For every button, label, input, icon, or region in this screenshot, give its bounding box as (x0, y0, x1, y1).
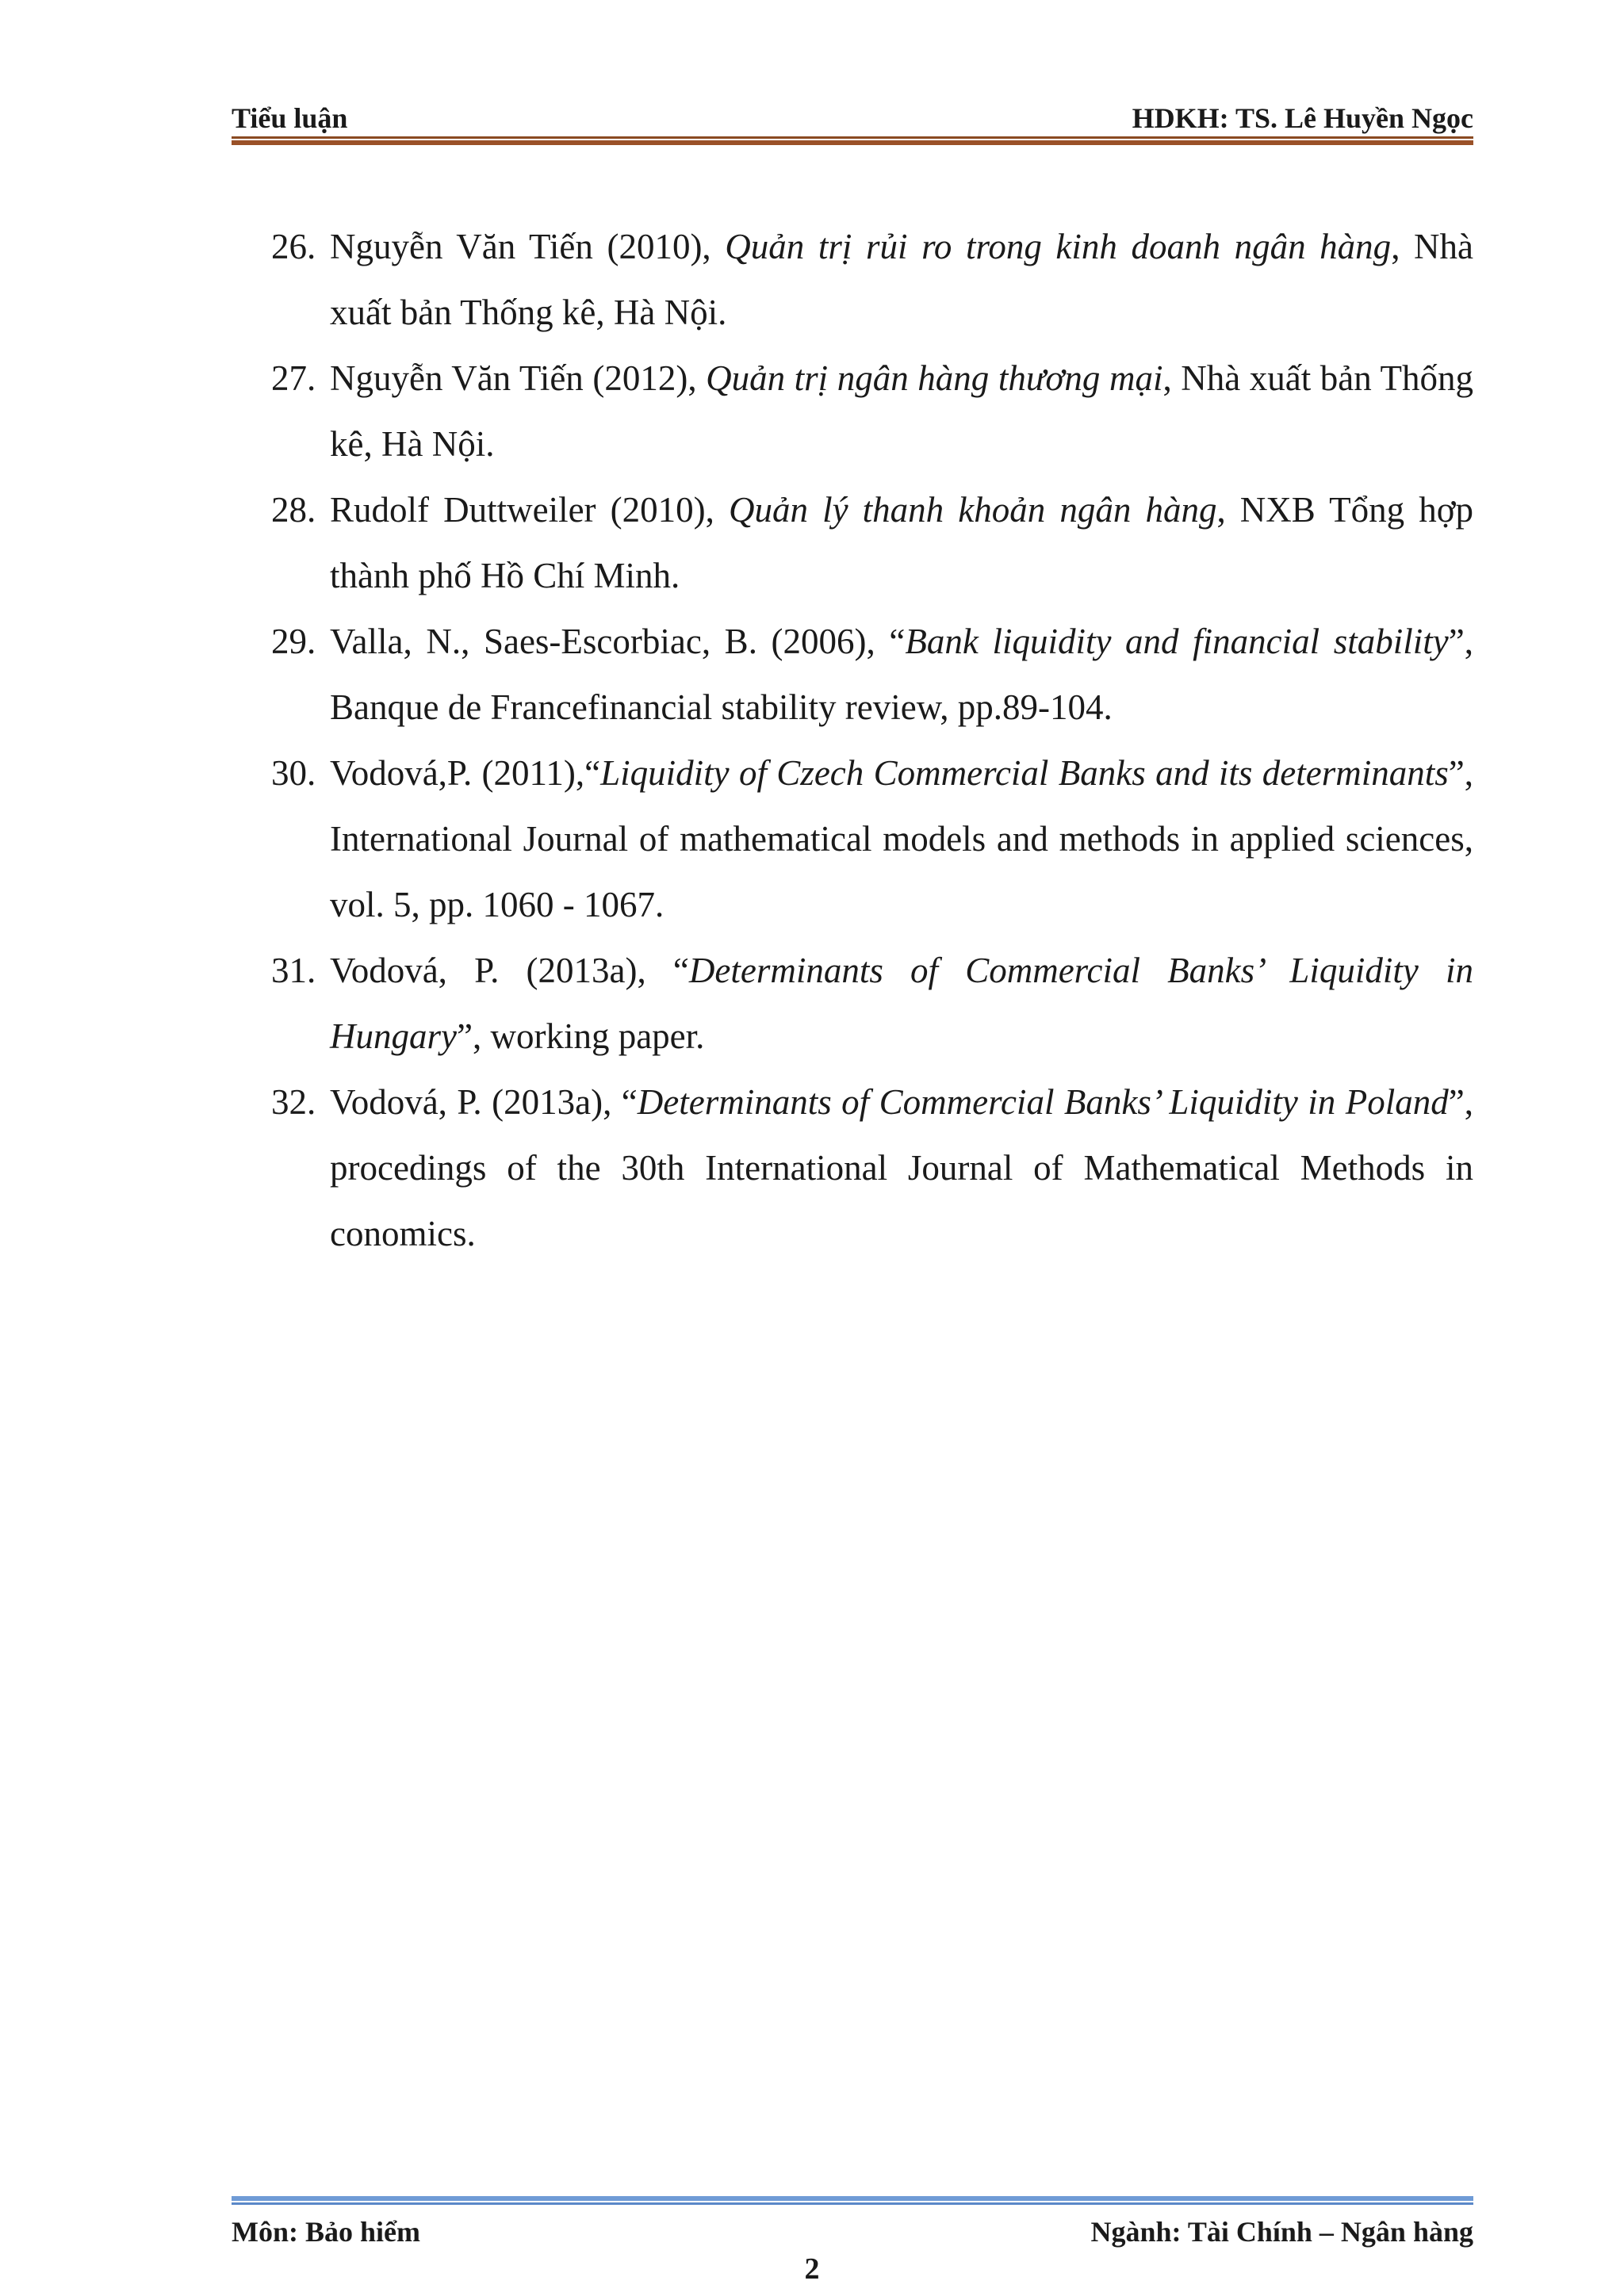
reference-title: Bank liquidity and financial stability (905, 622, 1449, 661)
reference-title: Determinants of Commercial Banks’ Liquidity in Poland (637, 1082, 1449, 1122)
header-rule (232, 136, 1473, 147)
reference-number: 29. (271, 622, 316, 661)
reference-item (232, 609, 1473, 740)
reference-item (232, 346, 1473, 477)
reference-publisher: , Nhà xuất bản Thống kê, Hà Nội. (330, 358, 1473, 464)
page-number: 2 (804, 2252, 820, 2286)
reference-publisher: ”, Banque de Francefinancial stability review, pp.89-104. (330, 622, 1473, 727)
reference-item (232, 938, 1473, 1070)
reference-publisher: ”, procedings of the 30th International Journal of Mathematical Methods in conomics. (330, 1082, 1473, 1253)
reference-number: 31. (271, 951, 316, 990)
reference-number: 32. (271, 1082, 316, 1122)
reference-item (232, 214, 1473, 346)
reference-title: Quản lý thanh khoản ngân hàng (728, 490, 1217, 530)
reference-author: Rudolf Duttweiler (2010), (330, 490, 729, 530)
reference-title: Quản trị rủi ro trong kinh doanh ngân hàng (725, 227, 1392, 266)
reference-title: Quản trị ngân hàng thương mại (706, 358, 1163, 398)
reference-author: Valla, N., Saes-Escorbiac, B. (2006), “ (330, 622, 906, 661)
header-right-advisor: HDKH: TS. Lê Huyền Ngọc (1132, 102, 1473, 134)
reference-author: Nguyễn Văn Tiến (2010), (330, 227, 726, 266)
reference-title: Determinants of Commercial Banks’ Liquidity in Hungary (330, 951, 1473, 1056)
footer-subject: Môn: Bảo hiểm (232, 2216, 420, 2248)
reference-publisher: , NXB Tổng hợp thành phố Hồ Chí Minh. (330, 490, 1473, 595)
footer-rule (232, 2196, 1473, 2206)
reference-number: 30. (271, 753, 316, 793)
reference-author: Vodová,P. (2011),“ (330, 753, 601, 793)
reference-list (232, 214, 1473, 1267)
header-rule-thin (232, 136, 1473, 139)
reference-publisher: ”, International Journal of mathematical models and methods in applied sciences, vol. 5, pp. 1060 - 1067. (330, 753, 1474, 924)
reference-title: Liquidity of Czech Commercial Banks and its determinants (600, 753, 1449, 793)
reference-publisher: ”, working paper. (456, 1016, 705, 1056)
footer-major: Ngành: Tài Chính – Ngân hàng (1090, 2216, 1473, 2248)
reference-number: 28. (271, 490, 316, 530)
reference-author: Vodová, P. (2013a), “ (330, 1082, 638, 1122)
reference-number: 27. (271, 358, 316, 398)
header-rule-thick (232, 140, 1473, 145)
footer-rule-thin (232, 2202, 1473, 2205)
reference-item (232, 740, 1473, 938)
reference-author: Vodová, P. (2013a), “ (330, 951, 689, 990)
reference-author: Nguyễn Văn Tiến (2012), (330, 358, 707, 398)
reference-item (232, 477, 1473, 609)
reference-number: 26. (271, 227, 316, 266)
header-left-title: Tiểu luận (232, 102, 348, 134)
reference-publisher: , Nhà xuất bản Thống kê, Hà Nội. (330, 227, 1473, 332)
reference-item (232, 1070, 1473, 1267)
page-footer (232, 2212, 1473, 2252)
footer-rule-thick (232, 2196, 1473, 2201)
page-header (232, 97, 1473, 136)
